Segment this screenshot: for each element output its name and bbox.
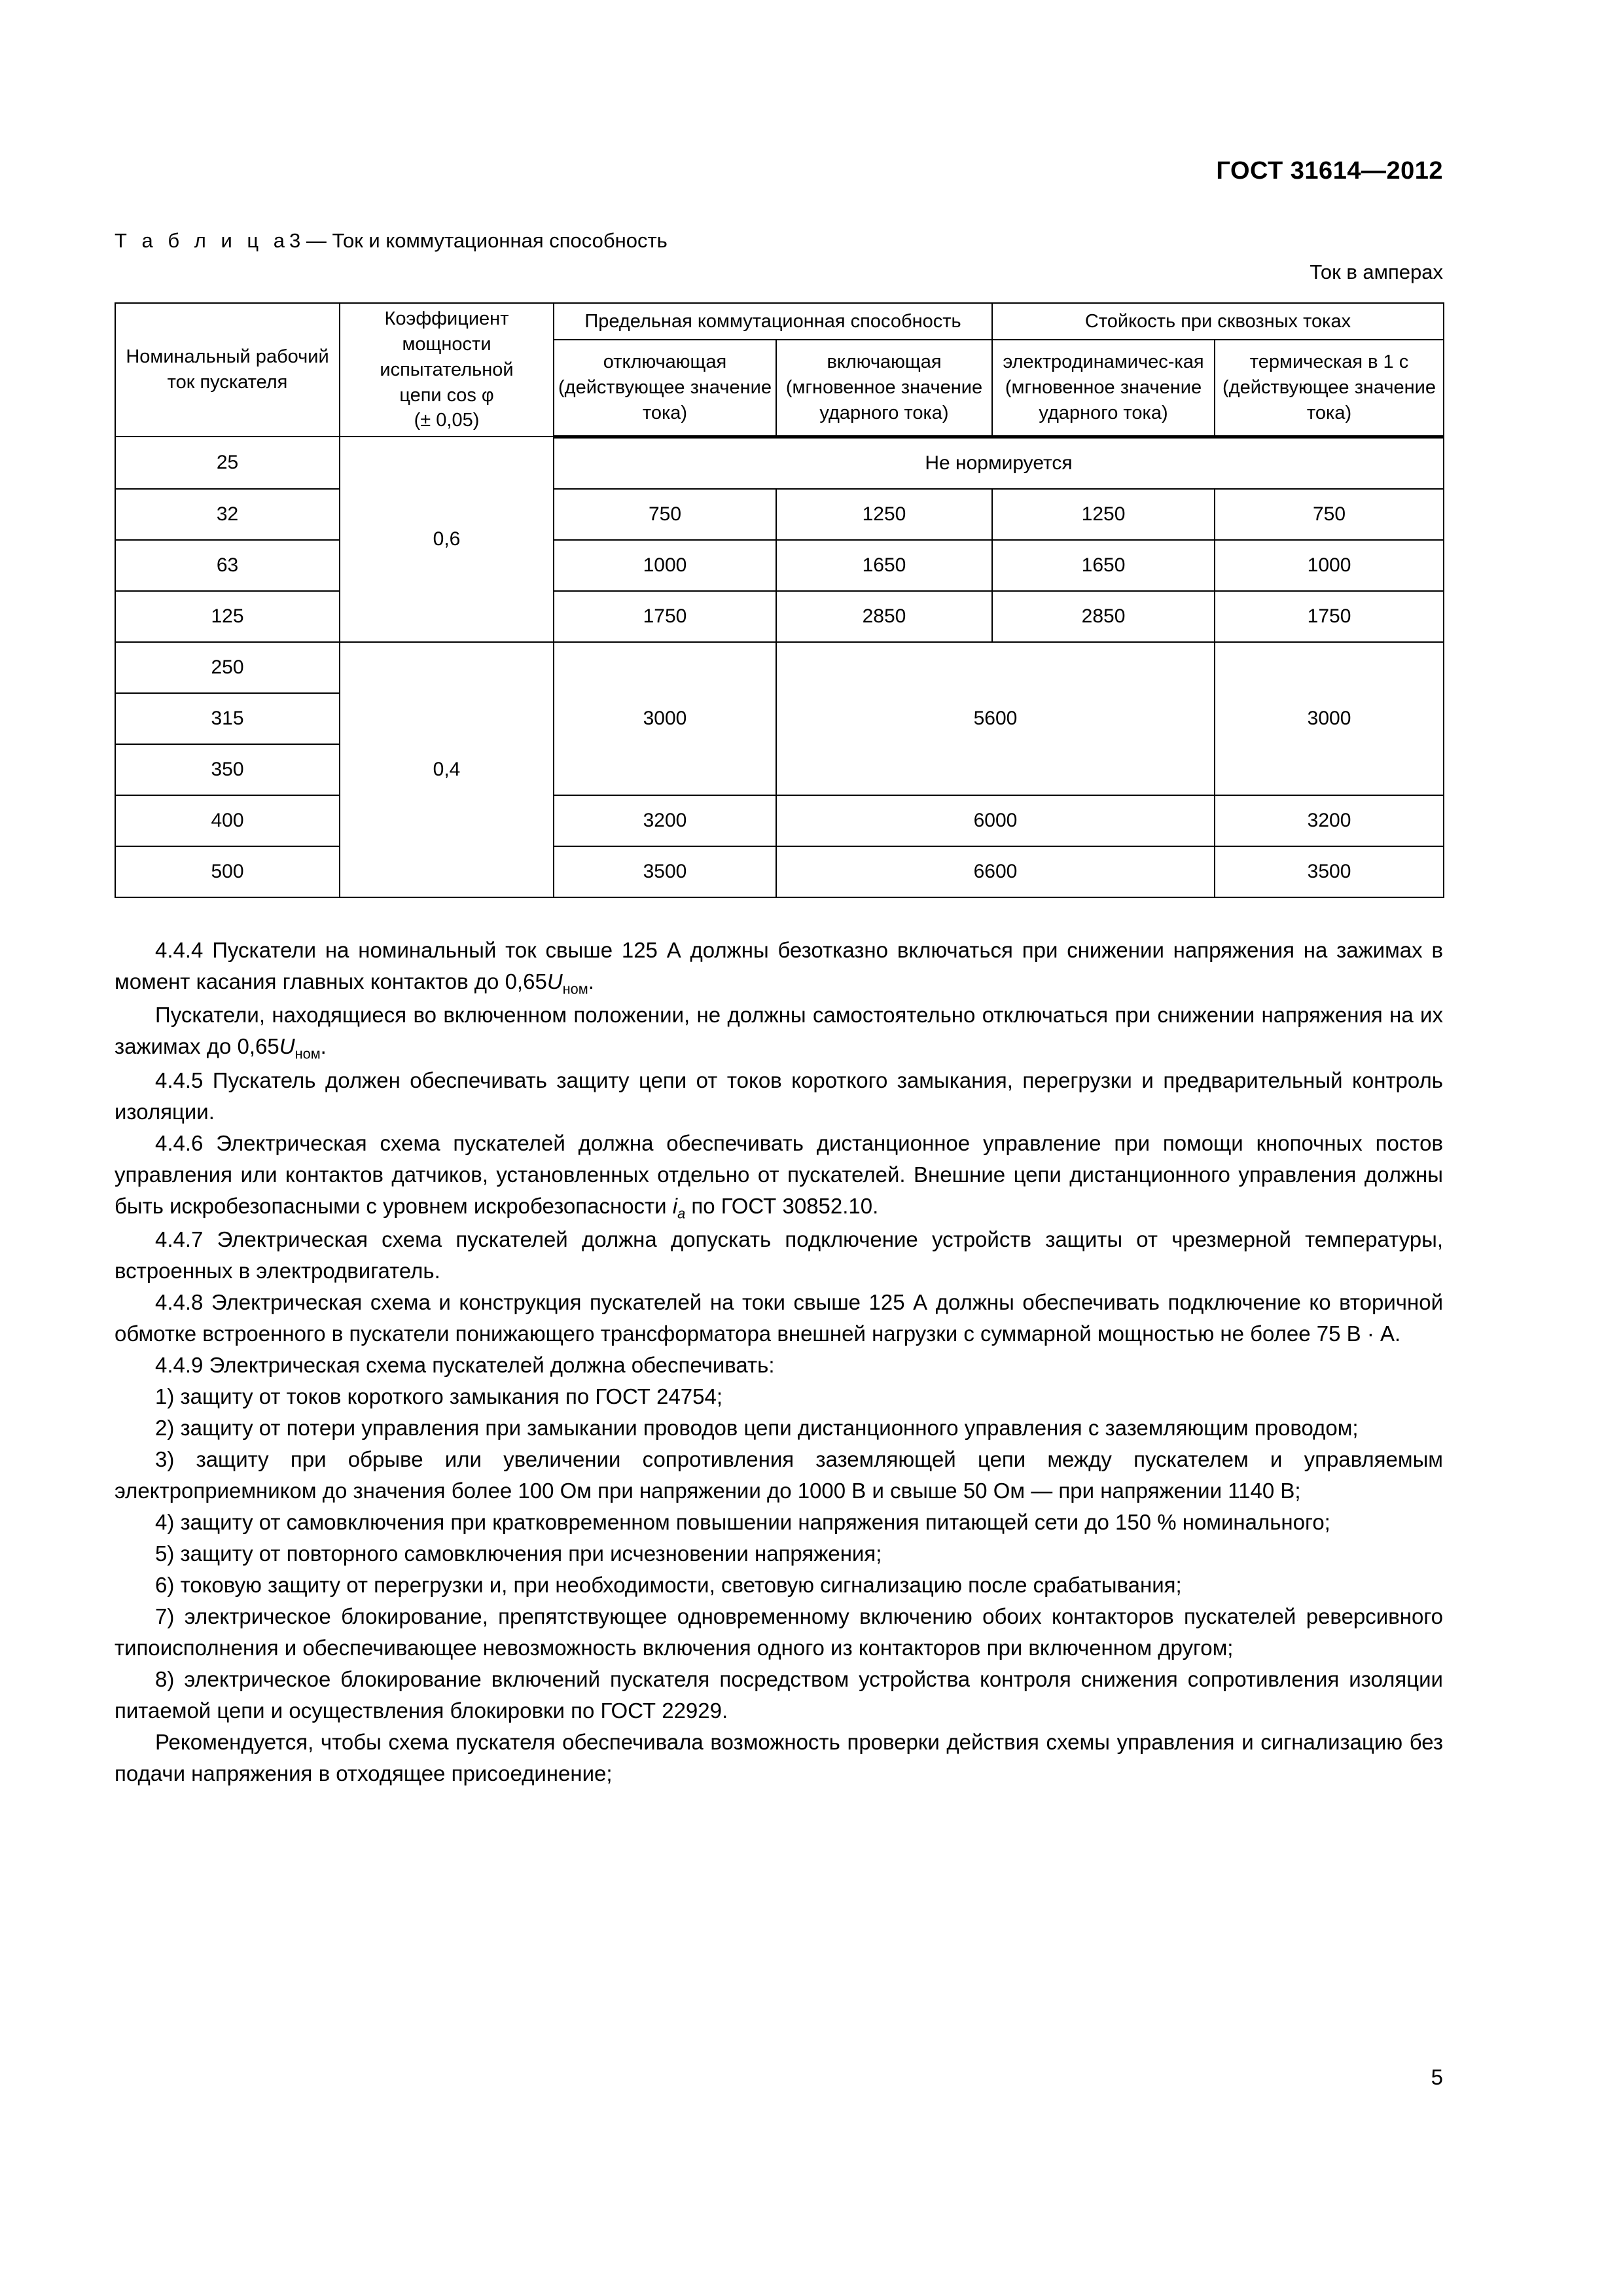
cell-thermal: 3000	[1215, 642, 1444, 795]
table-3-wrapper	[115, 302, 1443, 898]
document-body	[115, 935, 1443, 1789]
cell-thermal: 1750	[1215, 591, 1444, 642]
table-caption	[115, 229, 668, 253]
col-header-power-factor	[340, 303, 554, 437]
table-units-note: Ток в амперах	[1310, 260, 1443, 283]
subscript-nom: ном	[562, 980, 588, 997]
cell-rated-current: 350	[115, 744, 340, 795]
cell-rated-current: 250	[115, 642, 340, 693]
standard-header-title: ГОСТ 31614—2012	[1216, 157, 1443, 185]
cell-not-rated: Не нормируется	[554, 437, 1444, 489]
table-row	[115, 642, 1444, 693]
power-factor-line-2: мощности	[402, 333, 491, 355]
table-row	[115, 437, 1444, 489]
col-group-header-withstand: Стойкость при сквозных токах	[992, 303, 1444, 340]
list-item-7: 7) электрическое блокирование, препятствующее одновременному включению обоих контакторов пускателей реверсивного типоисполнения и обеспечивающее невозможность включения одного из контакторов при включенном другом;	[115, 1604, 1443, 1660]
cell-thermal: 1000	[1215, 540, 1444, 591]
cell-cos-phi-group-1: 0,6	[340, 437, 554, 642]
cell-cos-phi-group-2: 0,4	[340, 642, 554, 897]
clause-4-4-4-period: .	[588, 969, 594, 994]
cell-breaking: 3500	[554, 846, 776, 897]
cell-rated-current: 500	[115, 846, 340, 897]
cell-breaking: 3000	[554, 642, 776, 795]
table-body	[115, 437, 1444, 897]
cell-rated-current: 400	[115, 795, 340, 846]
cell-electrodynamic: 2850	[992, 591, 1215, 642]
cell-rated-current: 125	[115, 591, 340, 642]
clause-4-4-8: 4.4.8 Электрическая схема и конструкция пускателей на токи свыше 125 А должны обеспечивать подключение ко вторичной обмотке встроенного в пускатели понижающего трансформатора внешней нагрузки с суммарной мощностью не более 75 В · А.	[115, 1289, 1443, 1346]
clause-4-4-7: 4.4.7 Электрическая схема пускателей должна допускать подключение устройств защиты от чрезмерной температуры, встроенных в электродвигатель.	[115, 1227, 1443, 1283]
cell-electrodynamic: 1650	[992, 540, 1215, 591]
table-caption-label: Т а б л и ц а	[115, 229, 290, 252]
cell-making: 1650	[776, 540, 992, 591]
cell-breaking: 750	[554, 489, 776, 540]
clause-4-4-4-para-1	[115, 935, 1443, 999]
clause-4-4-9: 4.4.9 Электрическая схема пускателей должна обеспечивать:	[155, 1352, 775, 1377]
symbol-i-a: i	[672, 1193, 678, 1218]
cell-breaking: 1000	[554, 540, 776, 591]
symbol-u-nominal: U	[546, 969, 563, 994]
clause-4-4-6-text-b: по ГОСТ 30852.10.	[685, 1193, 879, 1218]
cell-making: 2850	[776, 591, 992, 642]
subscript-nom: ном	[294, 1045, 321, 1062]
clause-4-4-6	[115, 1128, 1443, 1224]
table-head-row-1	[115, 303, 1444, 340]
cell-breaking: 3200	[554, 795, 776, 846]
power-factor-line-1: Коэффициент	[384, 308, 509, 329]
cell-rated-current: 32	[115, 489, 340, 540]
col-header-thermal: термическая в 1 с (действующее значение тока)	[1215, 340, 1444, 437]
table-head	[115, 303, 1444, 437]
cell-making: 6000	[776, 795, 1215, 846]
cell-thermal: 750	[1215, 489, 1444, 540]
list-item-6: 6) токовую защиту от перегрузки и, при необходимости, световую сигнализацию после срабатывания;	[155, 1572, 1182, 1597]
table-caption-text: 3 — Ток и коммутационная способность	[289, 229, 668, 252]
table-row	[115, 540, 1444, 591]
list-item-8: 8) электрическое блокирование включений пускателя посредством устройства контроля снижения сопротивления изоляции питаемой цепи и осуществления блокировки по ГОСТ 22929.	[115, 1666, 1443, 1723]
col-header-electrodynamic: электродинамичес-кая (мгновенное значение ударного тока)	[992, 340, 1215, 437]
subscript-a: a	[677, 1205, 686, 1222]
symbol-u-nominal: U	[279, 1034, 295, 1059]
list-item-3: 3) защиту при обрыве или увеличении сопротивления заземляющей цепи между пускателем и управляемым электроприемником до значения более 100 Ом при напряжении до 1000 В и свыше 50 Ом — при напряжении 1140 В;	[115, 1446, 1443, 1503]
cell-making: 1250	[776, 489, 992, 540]
clause-4-4-6-text-a: 4.4.6 Электрическая схема пускателей должна обеспечивать дистанционное управление при помощи кнопочных постов управления или контактов датчиков, установленных отдельно от пускателей. Внешние цепи дистанционного управления должны быть искробезопасными с уровнем искробезопасности	[115, 1130, 1443, 1218]
cell-thermal: 3200	[1215, 795, 1444, 846]
table-row	[115, 846, 1444, 897]
cell-rated-current: 315	[115, 693, 340, 744]
clause-4-4-4-period: .	[320, 1034, 327, 1059]
col-group-header-breaking-capacity: Предельная коммутационная способность	[554, 303, 992, 340]
list-item-1: 1) защиту от токов короткого замыкания по ГОСТ 24754;	[155, 1384, 723, 1408]
cell-rated-current: 25	[115, 437, 340, 489]
col-header-breaking: отключающая (действующее значение тока)	[554, 340, 776, 437]
table-row	[115, 591, 1444, 642]
list-item-5: 5) защиту от повторного самовключения при исчезновении напряжения;	[155, 1541, 882, 1566]
closing-paragraph: Рекомендуется, чтобы схема пускателя обеспечивала возможность проверки действия схемы управления и сигнализацию без подачи напряжения в отходящее присоединение;	[115, 1729, 1443, 1785]
table-row	[115, 489, 1444, 540]
power-factor-line-4: цепи cos φ	[399, 384, 494, 406]
page-number: 5	[1431, 2065, 1443, 2089]
list-item-4: 4) защиту от самовключения при кратковременном повышении напряжения питающей сети до 150 % номинального;	[155, 1509, 1330, 1534]
cell-breaking: 1750	[554, 591, 776, 642]
table-row	[115, 795, 1444, 846]
cell-rated-current: 63	[115, 540, 340, 591]
col-header-rated-current: Номинальный рабочий ток пускателя	[115, 303, 340, 437]
list-item-2: 2) защиту от потери управления при замыкании проводов цепи дистанционного управления с заземляющим проводом;	[155, 1415, 1359, 1440]
power-factor-line-3: испытательной	[380, 359, 514, 380]
cell-making: 5600	[776, 642, 1215, 795]
clause-4-4-4-text-b: Пускатели, находящиеся во включенном положении, не должны самостоятельно отключаться при снижении напряжения на их зажимах до 0,65	[115, 1003, 1443, 1059]
cell-electrodynamic: 1250	[992, 489, 1215, 540]
clause-4-4-4-text-a: 4.4.4 Пускатели на номинальный ток свыше 125 А должны безотказно включаться при снижении напряжения на зажимах в момент касания главных контактов до 0,65	[115, 938, 1443, 994]
clause-4-4-5: 4.4.5 Пускатель должен обеспечивать защиту цепи от токов короткого замыкания, перегрузки и предварительный контроль изоляции.	[115, 1067, 1443, 1124]
table-3	[115, 302, 1444, 898]
cell-making: 6600	[776, 846, 1215, 897]
power-factor-line-5: (± 0,05)	[414, 410, 480, 431]
col-header-making: включающая (мгновенное значение ударного тока)	[776, 340, 992, 437]
cell-thermal: 3500	[1215, 846, 1444, 897]
clause-4-4-4-para-2	[115, 999, 1443, 1064]
